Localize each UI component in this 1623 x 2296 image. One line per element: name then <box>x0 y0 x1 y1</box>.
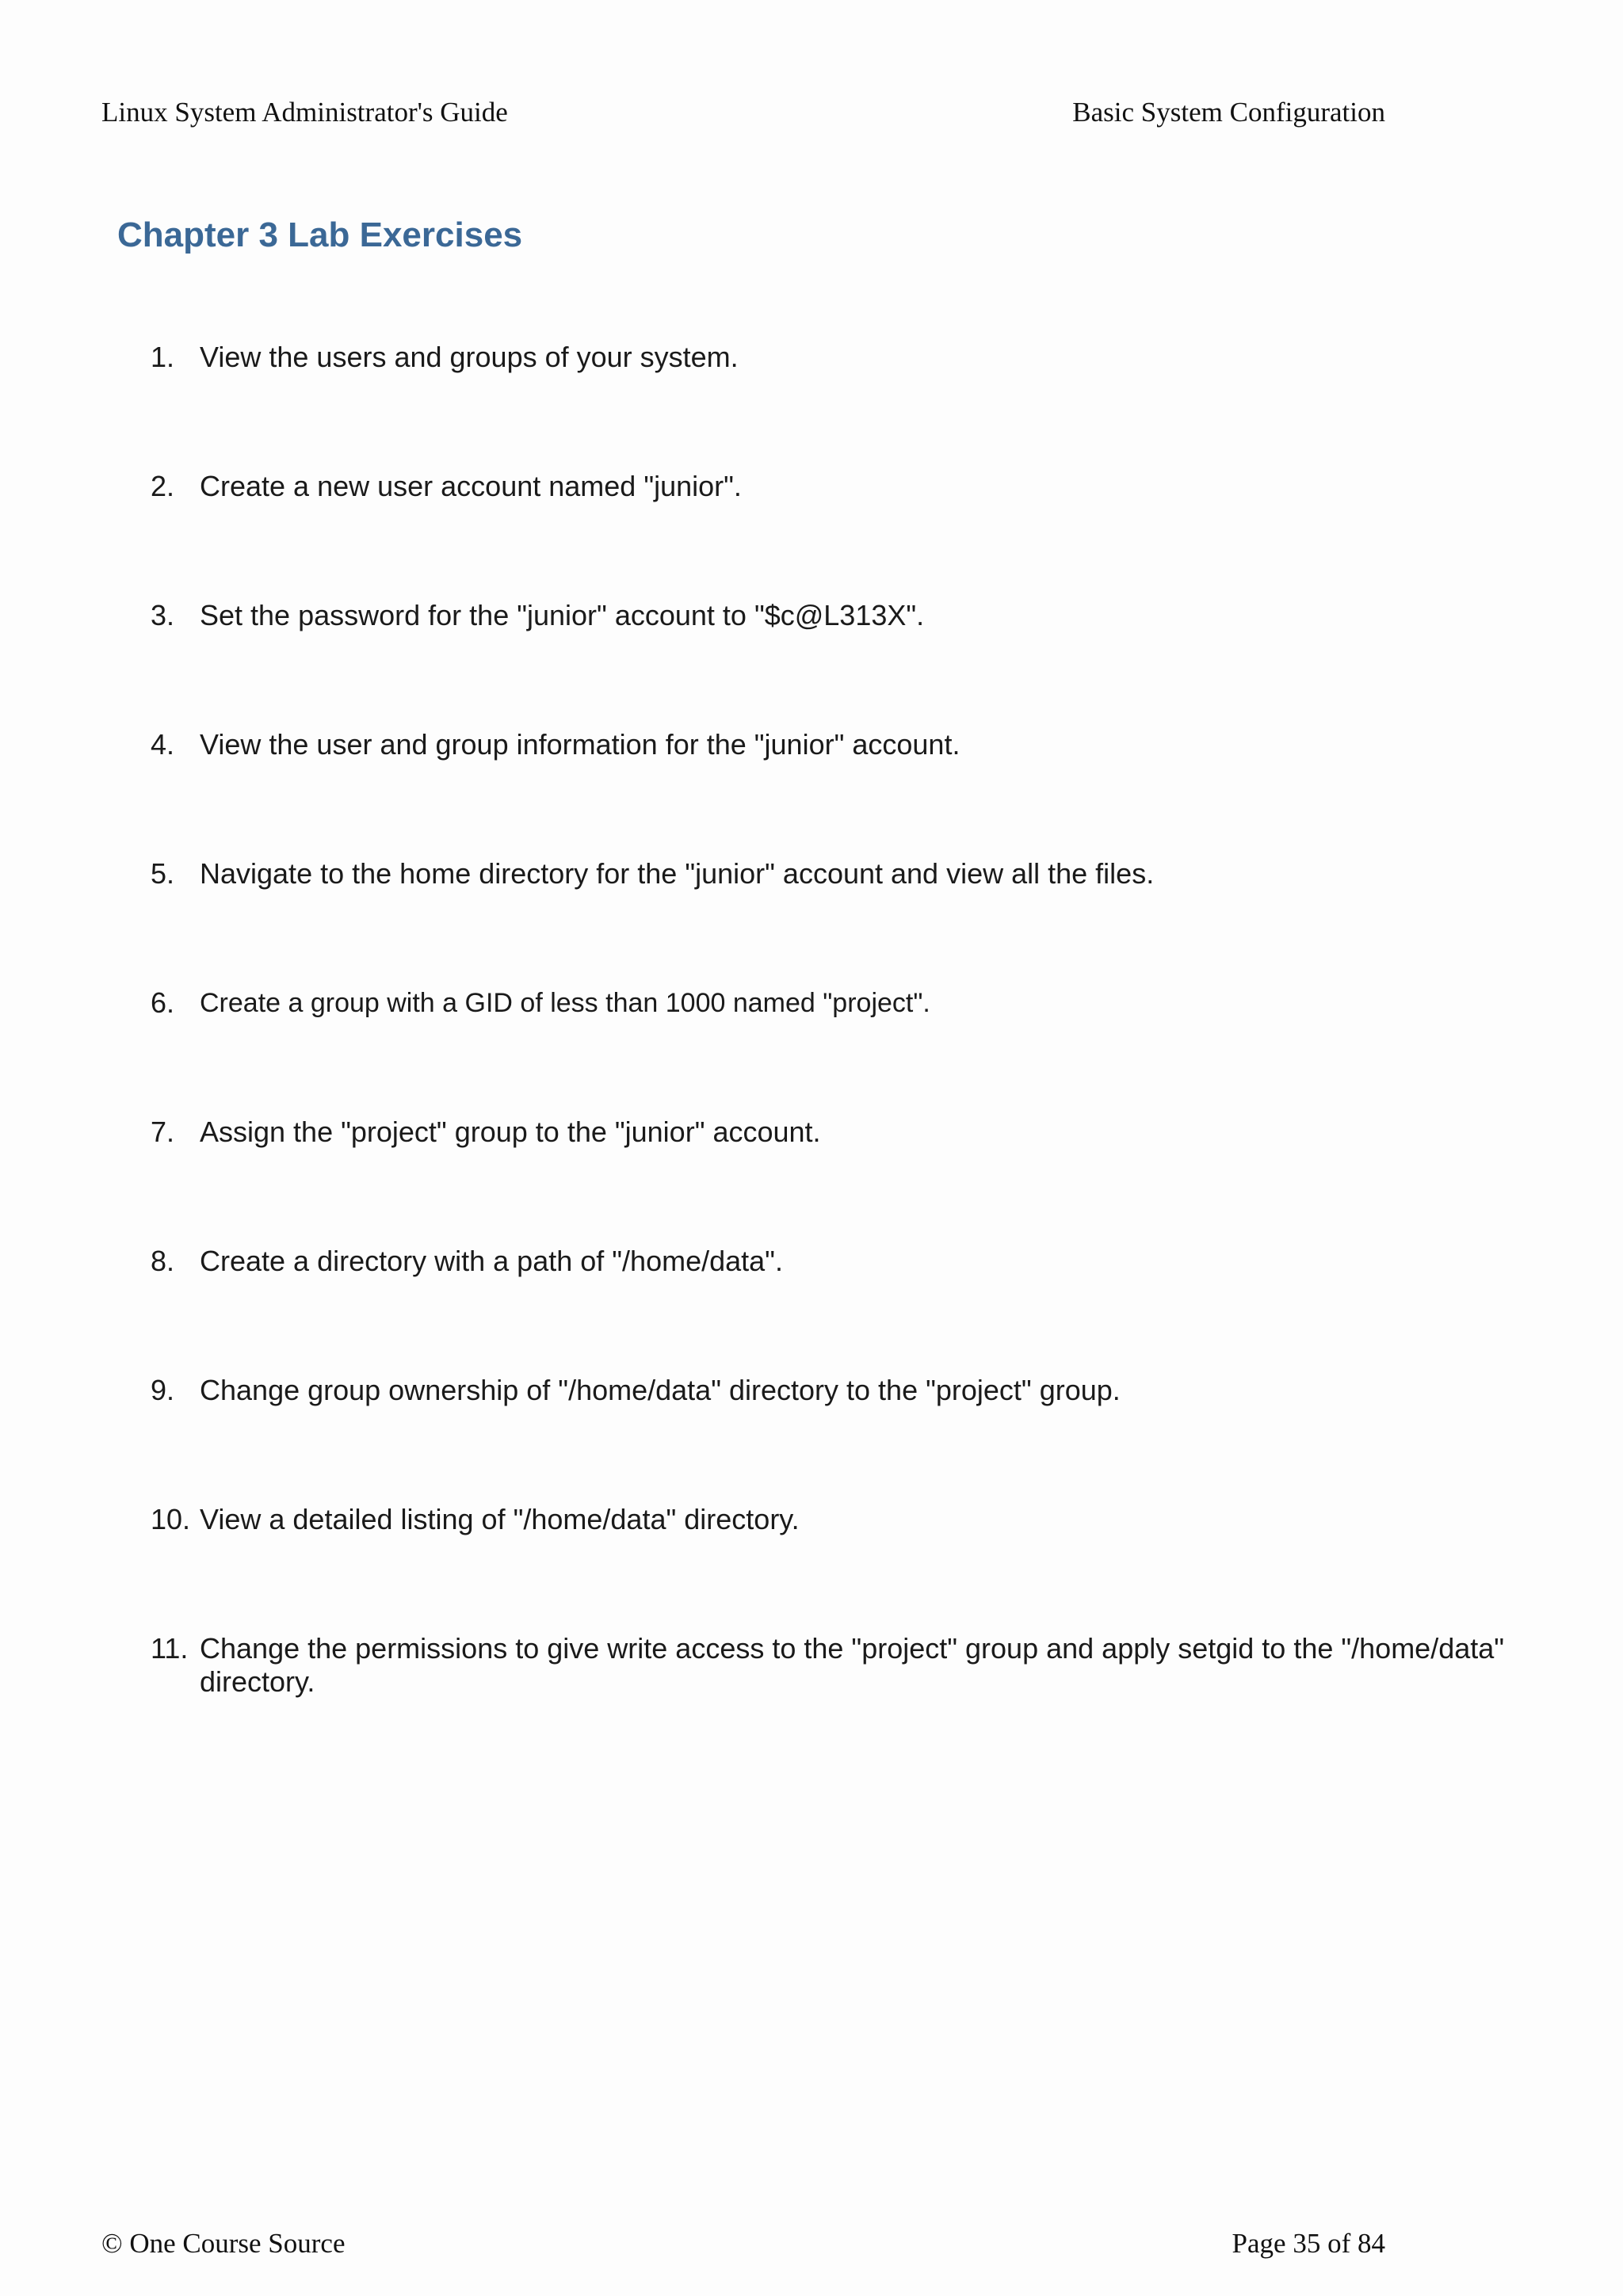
exercise-text: Assign the "project" group to the "junior" account. <box>200 1116 821 1148</box>
exercise-text: View the users and groups of your system. <box>200 341 739 373</box>
exercise-number: 1. <box>151 341 175 373</box>
footer-page-number: Page 35 of 84 <box>1232 2228 1385 2259</box>
exercise-list <box>151 341 1514 1761</box>
exercise-number: 7. <box>151 1116 175 1148</box>
exercise-number: 10. <box>151 1503 191 1535</box>
exercise-text: Change the permissions to give write access to the "project" group and apply setgid to the "/home/data" directory. <box>200 1632 1505 1698</box>
exercise-text: View the user and group information for the "junior" account. <box>200 728 960 761</box>
header-book-title: Linux System Administrator's Guide <box>101 97 508 128</box>
exercise-text: Create a new user account named "junior". <box>200 470 742 502</box>
header-section-title: Basic System Configuration <box>1072 97 1385 128</box>
footer-copyright: © One Course Source <box>101 2228 346 2259</box>
exercise-item <box>151 470 1514 599</box>
exercise-number: 3. <box>151 599 175 631</box>
exercise-item <box>151 341 1514 470</box>
exercise-number: 2. <box>151 470 175 502</box>
exercise-item <box>151 857 1514 986</box>
exercise-number: 4. <box>151 728 175 761</box>
exercise-item <box>151 1503 1514 1632</box>
exercise-item <box>151 728 1514 857</box>
exercise-item <box>151 1632 1514 1761</box>
exercise-text: Create a directory with a path of "/home/data". <box>200 1245 783 1277</box>
exercise-number: 5. <box>151 857 175 890</box>
exercise-text: View a detailed listing of "/home/data" directory. <box>200 1503 800 1535</box>
exercise-text: Change group ownership of "/home/data" directory to the "project" group. <box>200 1374 1121 1406</box>
exercise-text: Create a group with a GID of less than 1000 named "project". <box>200 988 930 1018</box>
exercise-text: Navigate to the home directory for the "junior" account and view all the files. <box>200 857 1155 890</box>
exercise-number: 9. <box>151 1374 175 1406</box>
exercise-item <box>151 599 1514 728</box>
exercise-text: Set the password for the "junior" account to "$c@L313X". <box>200 599 925 631</box>
exercise-item <box>151 1374 1514 1503</box>
exercise-number: 8. <box>151 1245 175 1277</box>
running-header <box>101 97 1385 136</box>
exercise-number: 6. <box>151 986 175 1019</box>
exercise-number: 11. <box>151 1632 189 1665</box>
exercise-item <box>151 1116 1514 1245</box>
exercise-item <box>151 986 1514 1116</box>
chapter-title: Chapter 3 Lab Exercises <box>117 215 523 254</box>
running-footer <box>101 2228 1385 2267</box>
exercise-item <box>151 1245 1514 1374</box>
